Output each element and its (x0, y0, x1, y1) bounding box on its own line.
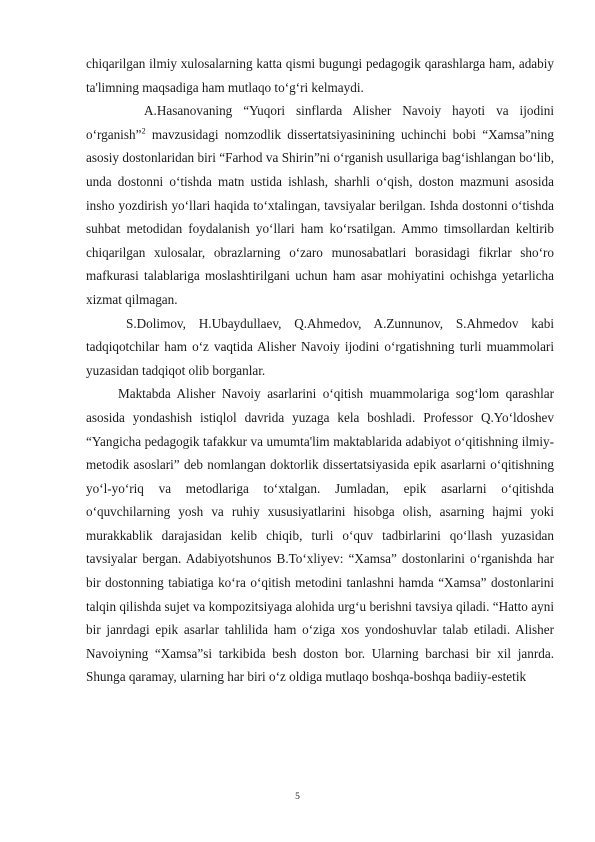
footnote-reference[interactable]: 2 (141, 125, 146, 136)
paragraph-independence-era: Maktabda Alisher Navoiy asarlarini o‘qitish muammolariga sog‘lom qarashlar asosida yondashish istiqlol davrida yuzaga kela boshladi. Professor Q.Yo‘ldoshev “Yangicha pedagogik tafakkur va umumta'lim maktablarida adabiyot o‘qitishning ilmiy-metodik asoslari” deb nomlangan doktorlik dissertatsiyasida epik asarlarni o‘qitishning yo‘l-yo‘riq va metodlariga to‘xtalgan. Jumladan, epik asarlarni o‘qitishda o‘quvchilarning yosh va ruhiy xususiyatlarini hisobga olish, asarning hajmi yoki murakkablik darajasidan kelib chiqib, turli o‘quv tadbirlarini qo‘llash yuzasidan tavsiyalar bergan. Adabiyotshunos B.To‘xliyev: “Xamsa” dostonlarini o‘rganishda har bir dostonning tabiatiga ko‘ra o‘qitish metodini tanlashni hamda “Xamsa” dostonlarini talqin qilishda sujet va kompozitsiyaga alohida urg‘u berishni tavsiya qiladi. “Hatto ayni bir janrdagi epik asarlar tahlilida ham o‘ziga xos yondoshuvlar talab etiladi. Alisher Navoiyning “Xamsa”si tarkibida besh doston bor. Ularning barchasi bir xil janrda. Shunga qaramay, ularning har biri o‘z oldiga mutlaqo boshqa-boshqa badiiy-estetik (86, 386, 554, 685)
paragraph-continuation: chiqarilgan ilmiy xulosalarning katta qismi bugungi pedagogik qarashlarga ham, adabiy ta'limning maqsadiga ham mutlaqo to‘g‘ri kelmaydi. (86, 56, 554, 95)
paragraph-hasanova-text-start: A.Hasanovaning “Yuqori sinflarda Alisher Navoiy hayoti va ijodini o‘rganish” (86, 103, 554, 142)
page-number: 5 (295, 792, 300, 802)
body-text (86, 52, 554, 689)
paragraph-researchers: S.Dolimov, H.Ubaydullaev, Q.Ahmedov, A.Zunnunov, S.Ahmedov kabi tadqiqotchilar ham o‘z vaqtida Alisher Navoiy ijodini o‘rgatishning turli muammolari yuzasidan tadqiqot olib borganlar. (86, 315, 554, 378)
paragraph-hasanova (86, 99, 554, 311)
paragraph-hasanova-text-end: mavzusidagi nomzodlik dissertatsiyasinining uchinchi bobi “Xamsa”ning asosiy dostonlaridan biri “Farhod va Shirin”ni o‘rganish usullariga bag‘ishlangan bo‘lib, unda dostonni o‘tishda matn ustida ishlash, sharhli o‘qish, doston mazmuni asosida insho yozdirish yo‘llari haqida to‘xtalingan, tavsiyalar berilgan. Ishda dostonni o‘tishda suhbat metodidan foydalanish yo‘llari ham ko‘rsatilgan. Ammo timsollardan keltirib chiqarilgan xulosalar, obrazlarning o‘zaro munosabatlari borasidagi fikrlar sho‘ro mafkurasi talablariga moslashtirilgani uchun ham asar mohiyatini ochishga yetarlicha xizmat qilmagan. (86, 126, 554, 307)
